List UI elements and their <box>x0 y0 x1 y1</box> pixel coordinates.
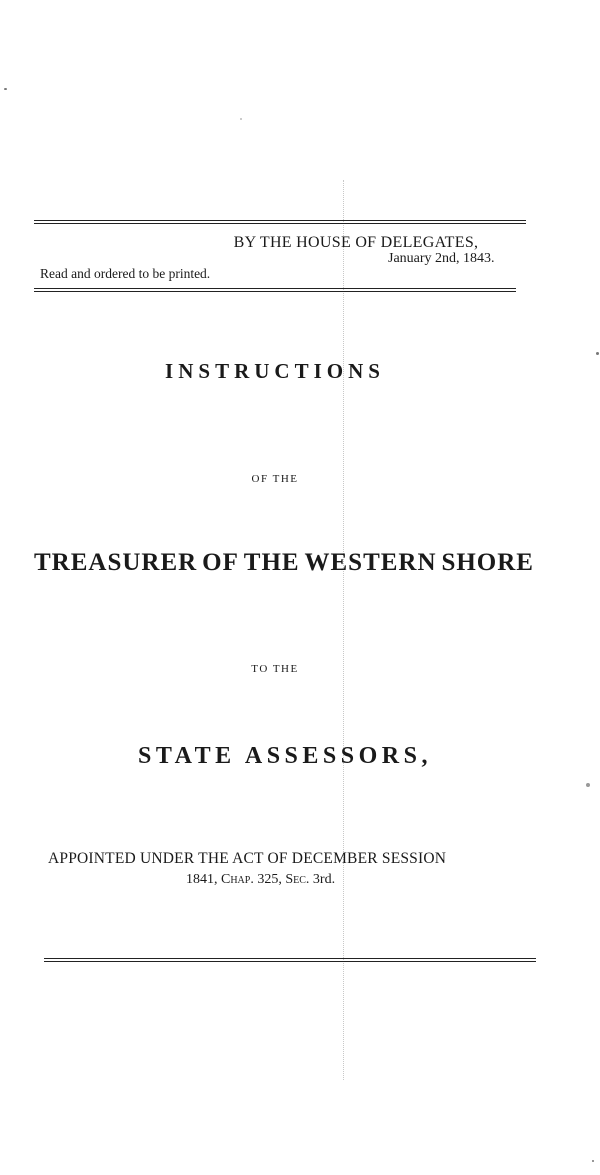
print-order: Read and ordered to be printed. <box>40 266 211 281</box>
treasurer-word: WESTERN <box>304 549 437 576</box>
paper-speck <box>596 352 599 355</box>
paper-speck <box>240 118 242 120</box>
statute-chap-label: Chap. <box>221 872 254 887</box>
paper-speck <box>4 88 7 90</box>
appointment-line: APPOINTED UNDER THE ACT OF DECEMBER SESSION <box>48 850 447 867</box>
title-instructions: INSTRUCTIONS <box>165 359 385 383</box>
treasurer-word: OF <box>202 549 239 576</box>
title-of-the: OF THE <box>251 473 299 485</box>
treasurer-word: SHORE <box>441 549 534 576</box>
issuing-body: BY THE HOUSE OF DELEGATES, <box>233 234 479 251</box>
paper-speck <box>592 1160 594 1162</box>
statute-year: 1841, <box>186 872 218 887</box>
statute-sec-number: 3rd. <box>312 872 336 887</box>
treasurer-word: TREASURER <box>34 549 198 576</box>
paper-speck <box>586 783 590 787</box>
fold-crease <box>343 180 344 1080</box>
header-top-rule <box>34 220 526 224</box>
title-state-assessors: STATE ASSESSORS, <box>138 743 432 769</box>
statute-reference <box>186 872 335 888</box>
issue-date: January 2nd, 1843. <box>388 251 495 266</box>
statute-chap-number: 325, <box>257 872 282 887</box>
statute-sec-label: Sec. <box>285 872 310 887</box>
title-treasurer <box>34 549 534 577</box>
title-to-the: TO THE <box>251 663 299 675</box>
header-bottom-rule <box>34 288 516 292</box>
treasurer-word: THE <box>243 549 300 576</box>
footer-rule <box>44 958 536 962</box>
